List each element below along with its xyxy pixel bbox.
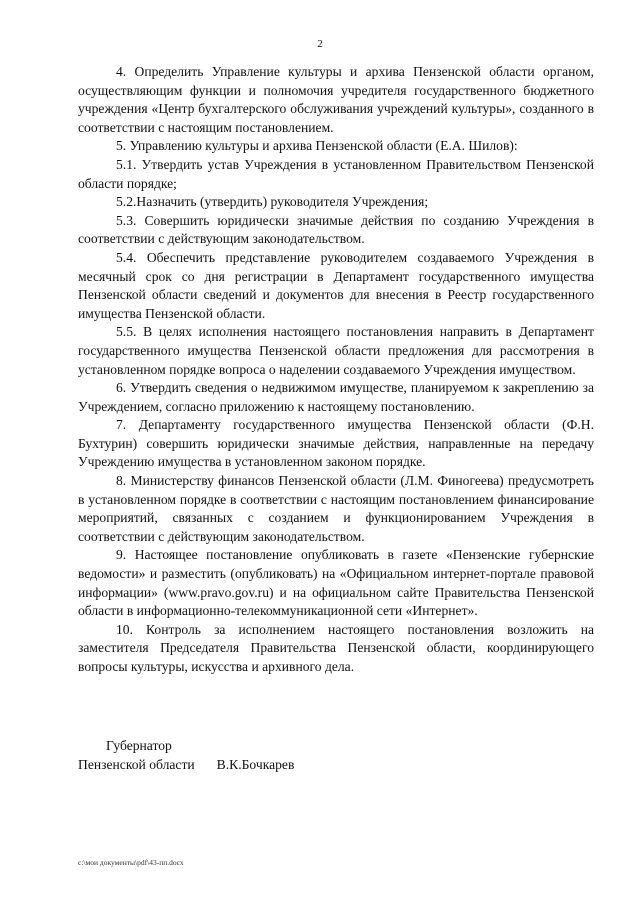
paragraph-4: 4. Определить Управление культуры и архива Пензенской области органом, осуществляющим функции и полномочия учредителя государственного бюджетного учреждения «Центр бухгалтерского обслуживания учреждений культуры», созданного в соответствии с настоящим постановлением. [78,64,594,135]
file-path-footer: c:\мои документы\pdf\43-пп.docx [78,858,184,867]
signature-block [78,737,594,774]
paragraph-9: 9. Настоящее постановление опубликовать в газете «Пензенские губернские ведомости» и разместить (опубликовать) на «Официальном интернет-портале правовой информации» (www.pravo.gov.ru) и на официальном сайте Правительства Пензенской области в информационно-телекоммуникационной сети «Интернет». [78,547,594,619]
signature-position-line2 [78,756,594,775]
signature-region: Пензенской области [78,756,195,772]
paragraph-8: 8. Министерству финансов Пензенской области (Л.М. Финогеева) предусмотреть в установленном порядке в соответствии с настоящим постановлением финансирование мероприятий, связанных с созданием и функционированием Учреждения в соответствии с действующим законодательством. [78,473,594,544]
paragraph-6: 6. Утвердить сведения о недвижимом имуществе, планируемом к закреплению за Учреждением, согласно приложению к настоящему постановлению. [78,380,594,414]
paragraph-5: 5. Управлению культуры и архива Пензенской области (Е.А. Шилов): [116,138,518,154]
paragraph-7: 7. Департаменту государственного имущества Пензенской области (Ф.Н. Бухтурин) совершить юридически значимые действия, направленные на передачу Учреждению имущества в установленном законом порядке. [78,417,594,470]
signature-position-line1: Губернатор [106,738,172,753]
paragraph-5-5: 5.5. В целях исполнения настоящего постановления направить в Департамент государственного имущества Пензенской области предложения для рассмотрения в установленном порядке вопроса о наделении создаваемого Учреждения имуществом. [78,324,594,377]
signature-name: В.К.Бочкарев [216,756,295,772]
paragraph-5-3: 5.3. Совершить юридически значимые действия по созданию Учреждения в соответствии с действующим законодательством. [78,212,594,247]
paragraph-5-1: 5.1. Утвердить устав Учреждения в установленном Правительством Пензенской области порядке; [78,156,594,191]
document-body [78,63,594,677]
paragraph-5-2: 5.2.Назначить (утвердить) руководителя Учреждения; [116,194,429,210]
paragraph-5-4: 5.4. Обеспечить представление руководителем создаваемого Учреждения в месячный срок со дня регистрации в Департамент государственного имущества Пензенской области сведений и документов для внесения в Реестр государственного имущества Пензенской области. [78,249,594,321]
paragraph-10: 10. Контроль за исполнением настоящего постановления возложить на заместителя Председателя Правительства Пензенской области, координирующего вопросы культуры, искусства и архивного дела. [78,621,594,674]
page-number: 2 [317,38,323,50]
